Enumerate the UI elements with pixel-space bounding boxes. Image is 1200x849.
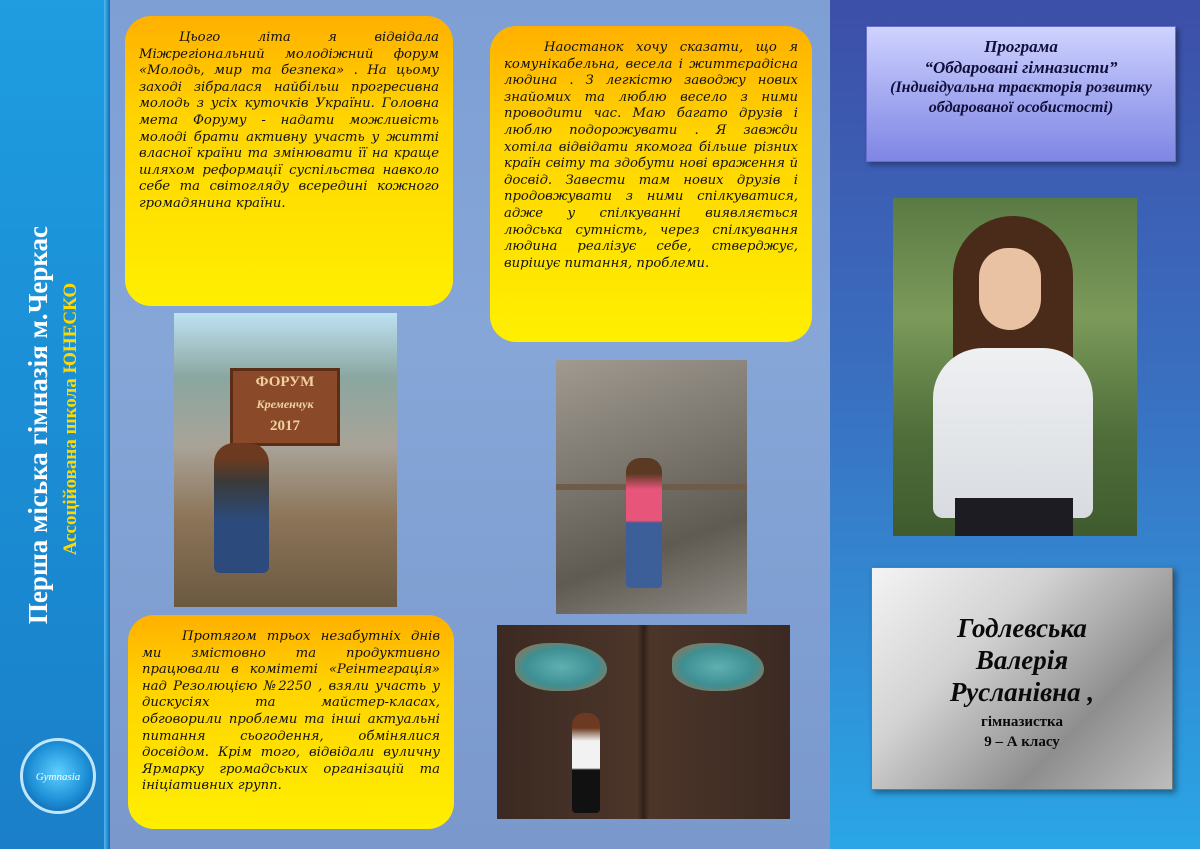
person-figure	[214, 443, 269, 573]
dragon-carving-right	[672, 643, 764, 691]
student-first-name: Валерія	[975, 645, 1069, 675]
forum-sign-city: Кременчук	[256, 397, 314, 411]
student-role: гімназистка	[981, 714, 1063, 730]
portrait-face	[979, 248, 1041, 330]
about-me-text-bubble	[490, 26, 812, 342]
student-patronymic: Русланівна ,	[949, 677, 1095, 707]
portrait-pants	[955, 498, 1073, 536]
forum-sign-year: 2017	[270, 418, 300, 434]
portrait-photo	[893, 198, 1137, 536]
committee-text: Протягом трьох незабутніх днів ми змістовно та продуктивно працювали в комітеті «Реінтеграція» над Резолюцією №2250 , взяли участь у дискусіях та майстер-класах, обговорили проблеми та інші актуальні питання сьогодення, обмінялися досвідом. Крім того, відвідали вуличну Ярмарку громадських організацій та ініціативних групп.	[142, 629, 440, 794]
program-label: Програма	[984, 37, 1058, 56]
school-subtitle: Ассоційована школа ЮНЕСКО	[60, 282, 81, 556]
student-name-box	[871, 567, 1173, 790]
program-name: “Обдаровані гімназисти”	[924, 58, 1118, 77]
school-title: Перша міська гімназія м.Черкас	[23, 225, 53, 625]
door-photo	[497, 625, 790, 819]
program-box	[866, 26, 1176, 162]
person-figure	[572, 713, 600, 813]
student-surname: Годлевська	[957, 613, 1087, 643]
person-figure	[626, 458, 662, 588]
student-class: 9 – А класу	[984, 734, 1060, 750]
forum-sign-title: ФОРУМ	[255, 374, 315, 390]
gymnasium-logo-icon	[20, 738, 96, 814]
forum-photo	[174, 313, 397, 607]
forum-text-bubble	[125, 16, 453, 306]
committee-text-bubble	[128, 615, 454, 829]
forum-sign	[230, 368, 340, 446]
forum-text: Цього літа я відвідала Міжрегіональний молодіжний форум «Молодь, мир та безпека» . На цьому заході зібралася найбільш прогресивна молодь з усіх куточків України. Головна мета Форуму - надати можливість молоді брати активну участь у житті власної країни та змінювати її на краще шляхом реформації суспільства навколо себе та світогляду всередині кожного громадянина країни.	[139, 30, 439, 211]
rock-photo	[556, 360, 747, 614]
left-sidebar	[0, 0, 110, 849]
portrait-shirt	[933, 348, 1093, 518]
program-description: (Індивідуальна траєкторія розвитку обдарованої особистості)	[890, 79, 1152, 116]
dragon-carving-left	[515, 643, 607, 691]
about-me-text: Наостанок хочу сказати, що я комунікабельна, весела і життєрадісна людина . З легкістю заводжу нових знайомих та люблю весело з ними проводити час. Маю багато друзів і люблю подорожувати . Я завжди хотіла відвідати якомога більше різних країн світу та здобути нові враження й досвід. Завести там нових друзів і продовжувати з ними спілкуватися, адже у спілкуванні виявляється людська сутність, через спілкування людина реалізує себе, стверджує, вирішує питання, проблеми.	[504, 40, 798, 271]
logo-text: Gymnasia	[35, 771, 81, 783]
